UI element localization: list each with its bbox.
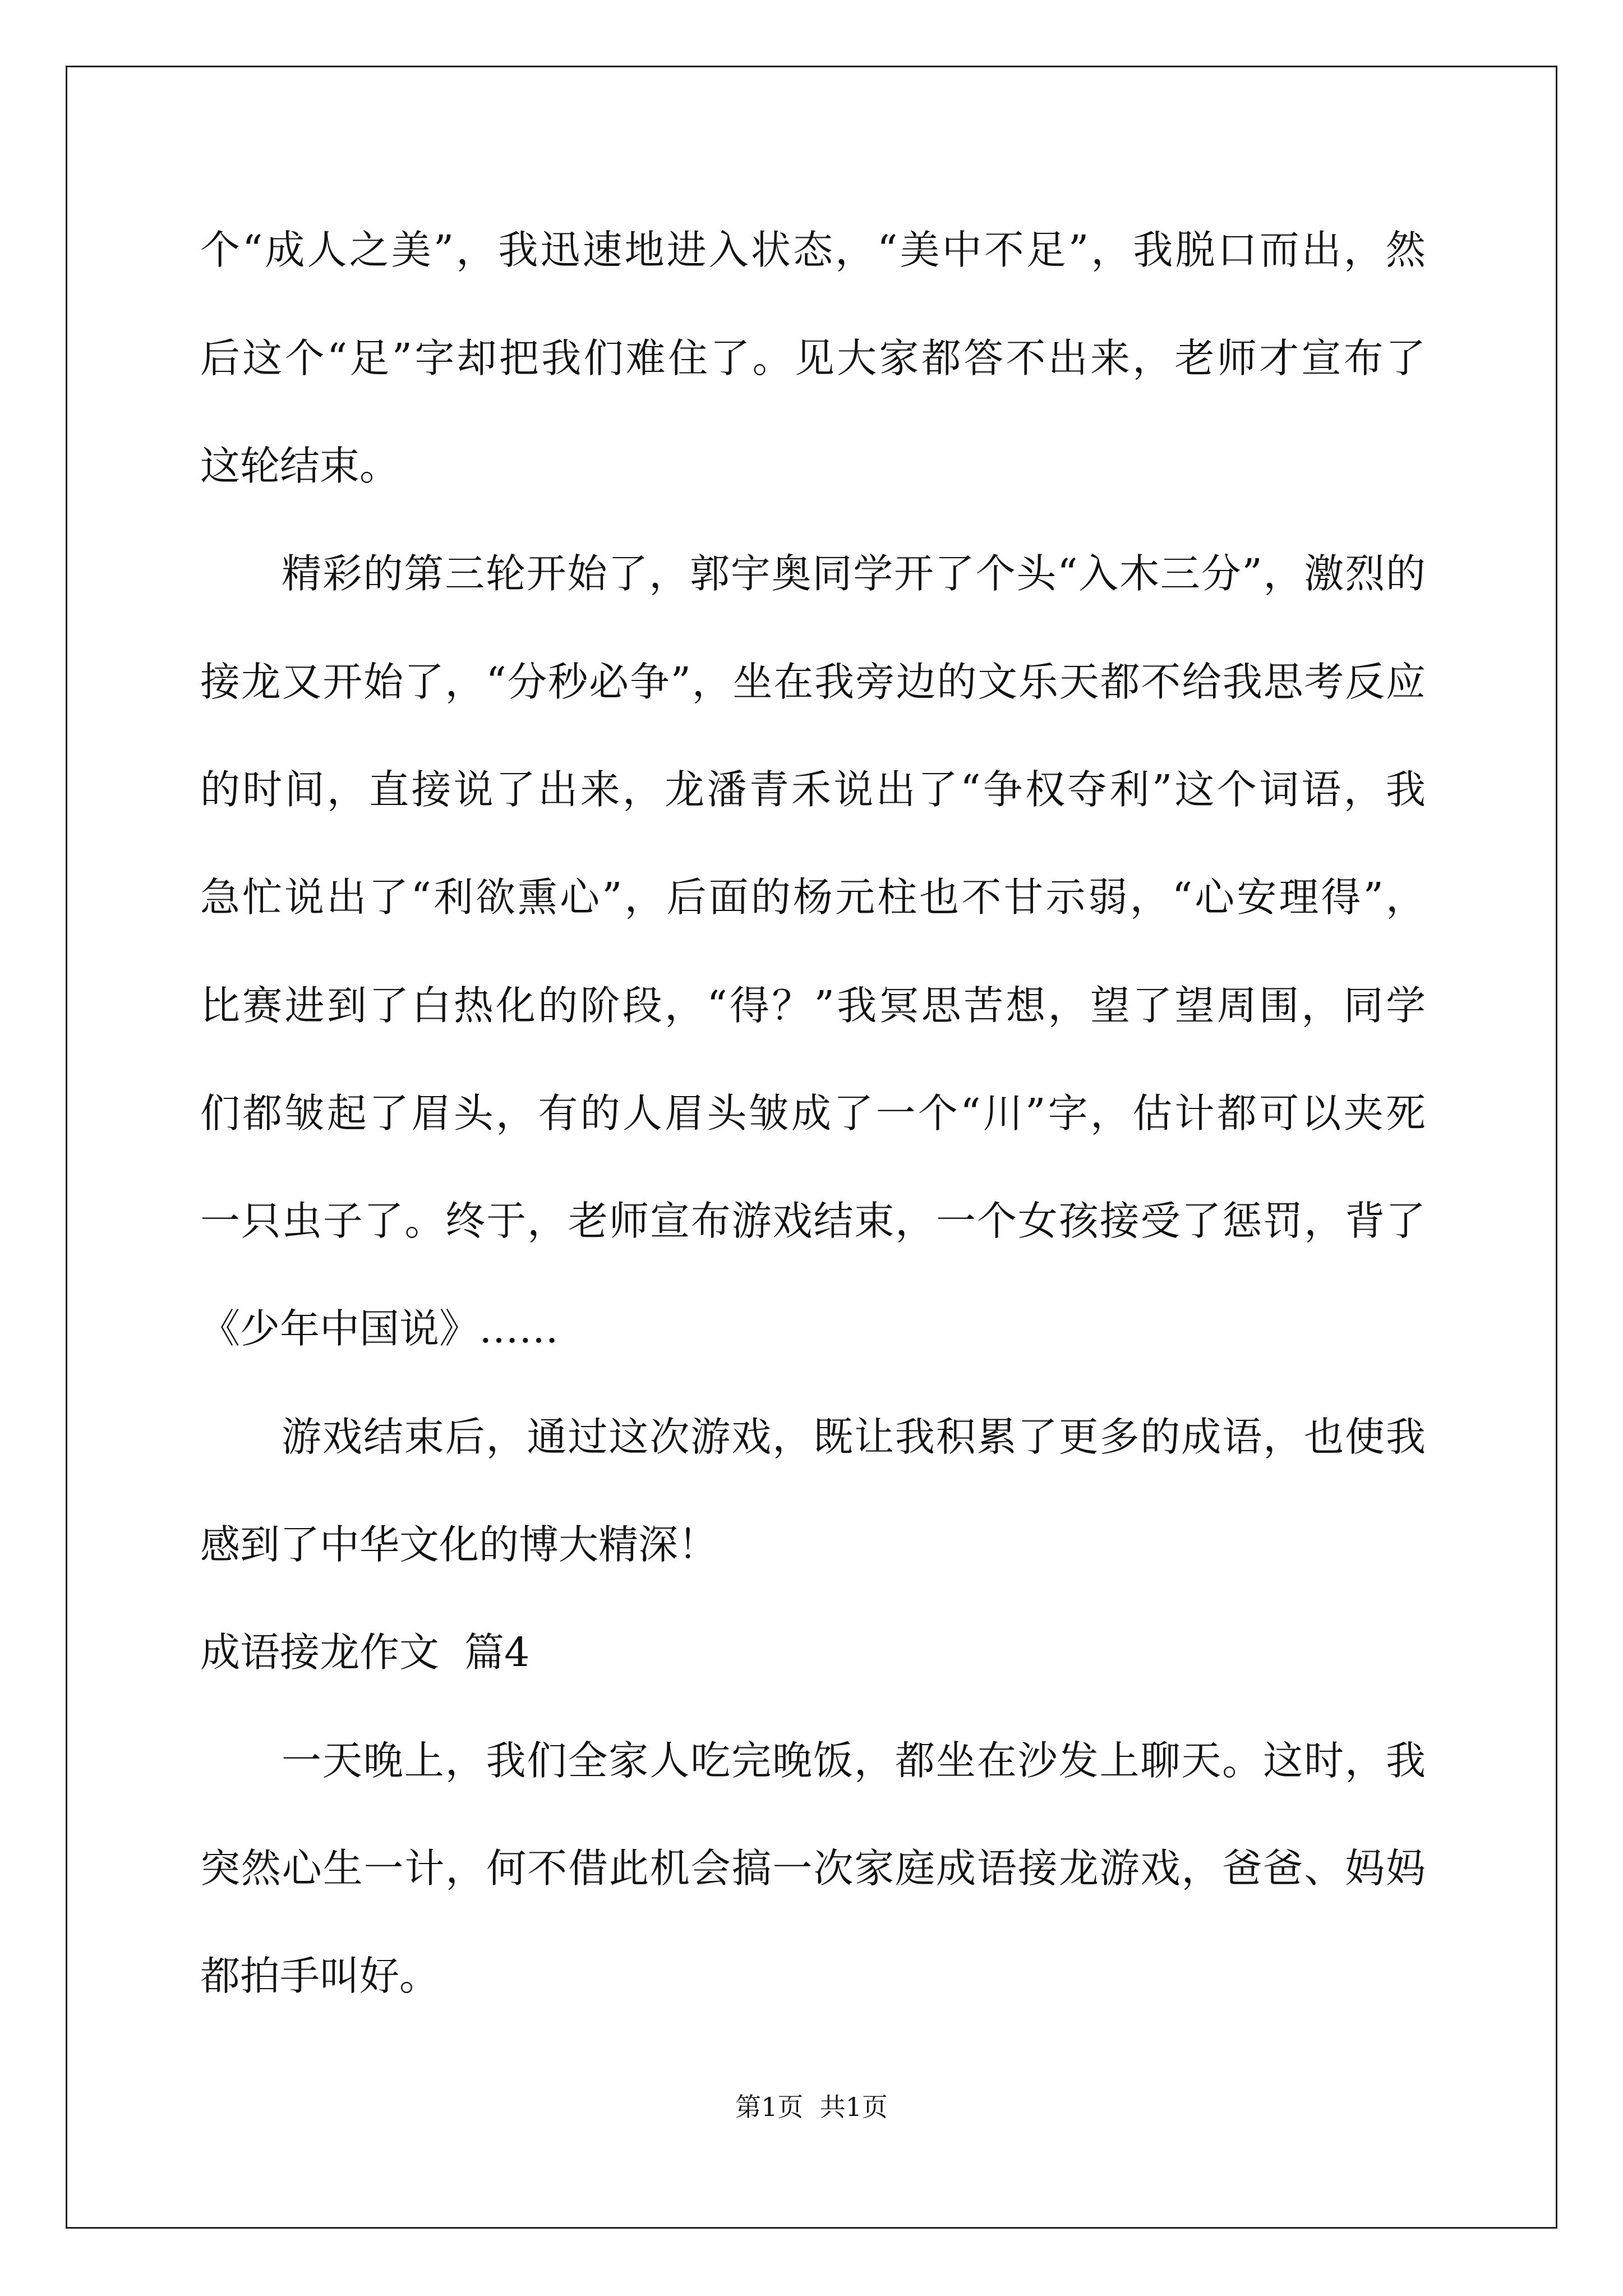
text-line: 们都皱起了眉头，有的人眉头皱成了一个“川”字，估计都可以夹死 bbox=[200, 1090, 1426, 1137]
text-line: 接龙又开始了，“分秒必争”，坐在我旁边的文乐天都不给我思考反应 bbox=[200, 659, 1426, 705]
text-line: 都拍手叫好。 bbox=[200, 1953, 440, 1999]
text-line: 一只虫子了。终于，老师宣布游戏结束，一个女孩接受了惩罚，背了 bbox=[200, 1198, 1426, 1244]
text-line: 急忙说出了“利欲熏心”，后面的杨元柱也不甘示弱，“心安理得”， bbox=[200, 874, 1426, 921]
text-line: 比赛进到了白热化的阶段，“得？”我冥思苦想，望了望周围，同学 bbox=[200, 982, 1426, 1029]
text-line: 个“成人之美”，我迅速地进入状态，“美中不足”，我脱口而出，然 bbox=[200, 227, 1426, 273]
page-border bbox=[66, 66, 1557, 2229]
text-line: 的时间，直接说了出来，龙潘青禾说出了“争权夺利”这个词语，我 bbox=[200, 766, 1426, 813]
section-heading: 成语接龙作文 篇4 bbox=[200, 1629, 530, 1676]
text-line: 突然心生一计，何不借此机会搞一次家庭成语接龙游戏，爸爸、妈妈 bbox=[200, 1845, 1426, 1892]
paragraph-first-line: 游戏结束后，通过这次游戏，既让我积累了更多的成语，也使我 bbox=[282, 1414, 1426, 1460]
paragraph-first-line: 一天晚上，我们全家人吃完晚饭，都坐在沙发上聊天。这时，我 bbox=[282, 1737, 1426, 1784]
page-footer: 第1页 共1页 bbox=[735, 2092, 888, 2122]
text-line: 感到了中华文化的博大精深！ bbox=[200, 1521, 718, 1568]
paragraph-first-line: 精彩的第三轮开始了，郭宇奥同学开了个头“入木三分”，激烈的 bbox=[282, 550, 1426, 597]
text-line: 《少年中国说》…… bbox=[200, 1305, 559, 1352]
text-line: 这轮结束。 bbox=[200, 443, 400, 489]
text-line: 后这个“足”字却把我们难住了。见大家都答不出来，老师才宣布了 bbox=[200, 335, 1426, 381]
